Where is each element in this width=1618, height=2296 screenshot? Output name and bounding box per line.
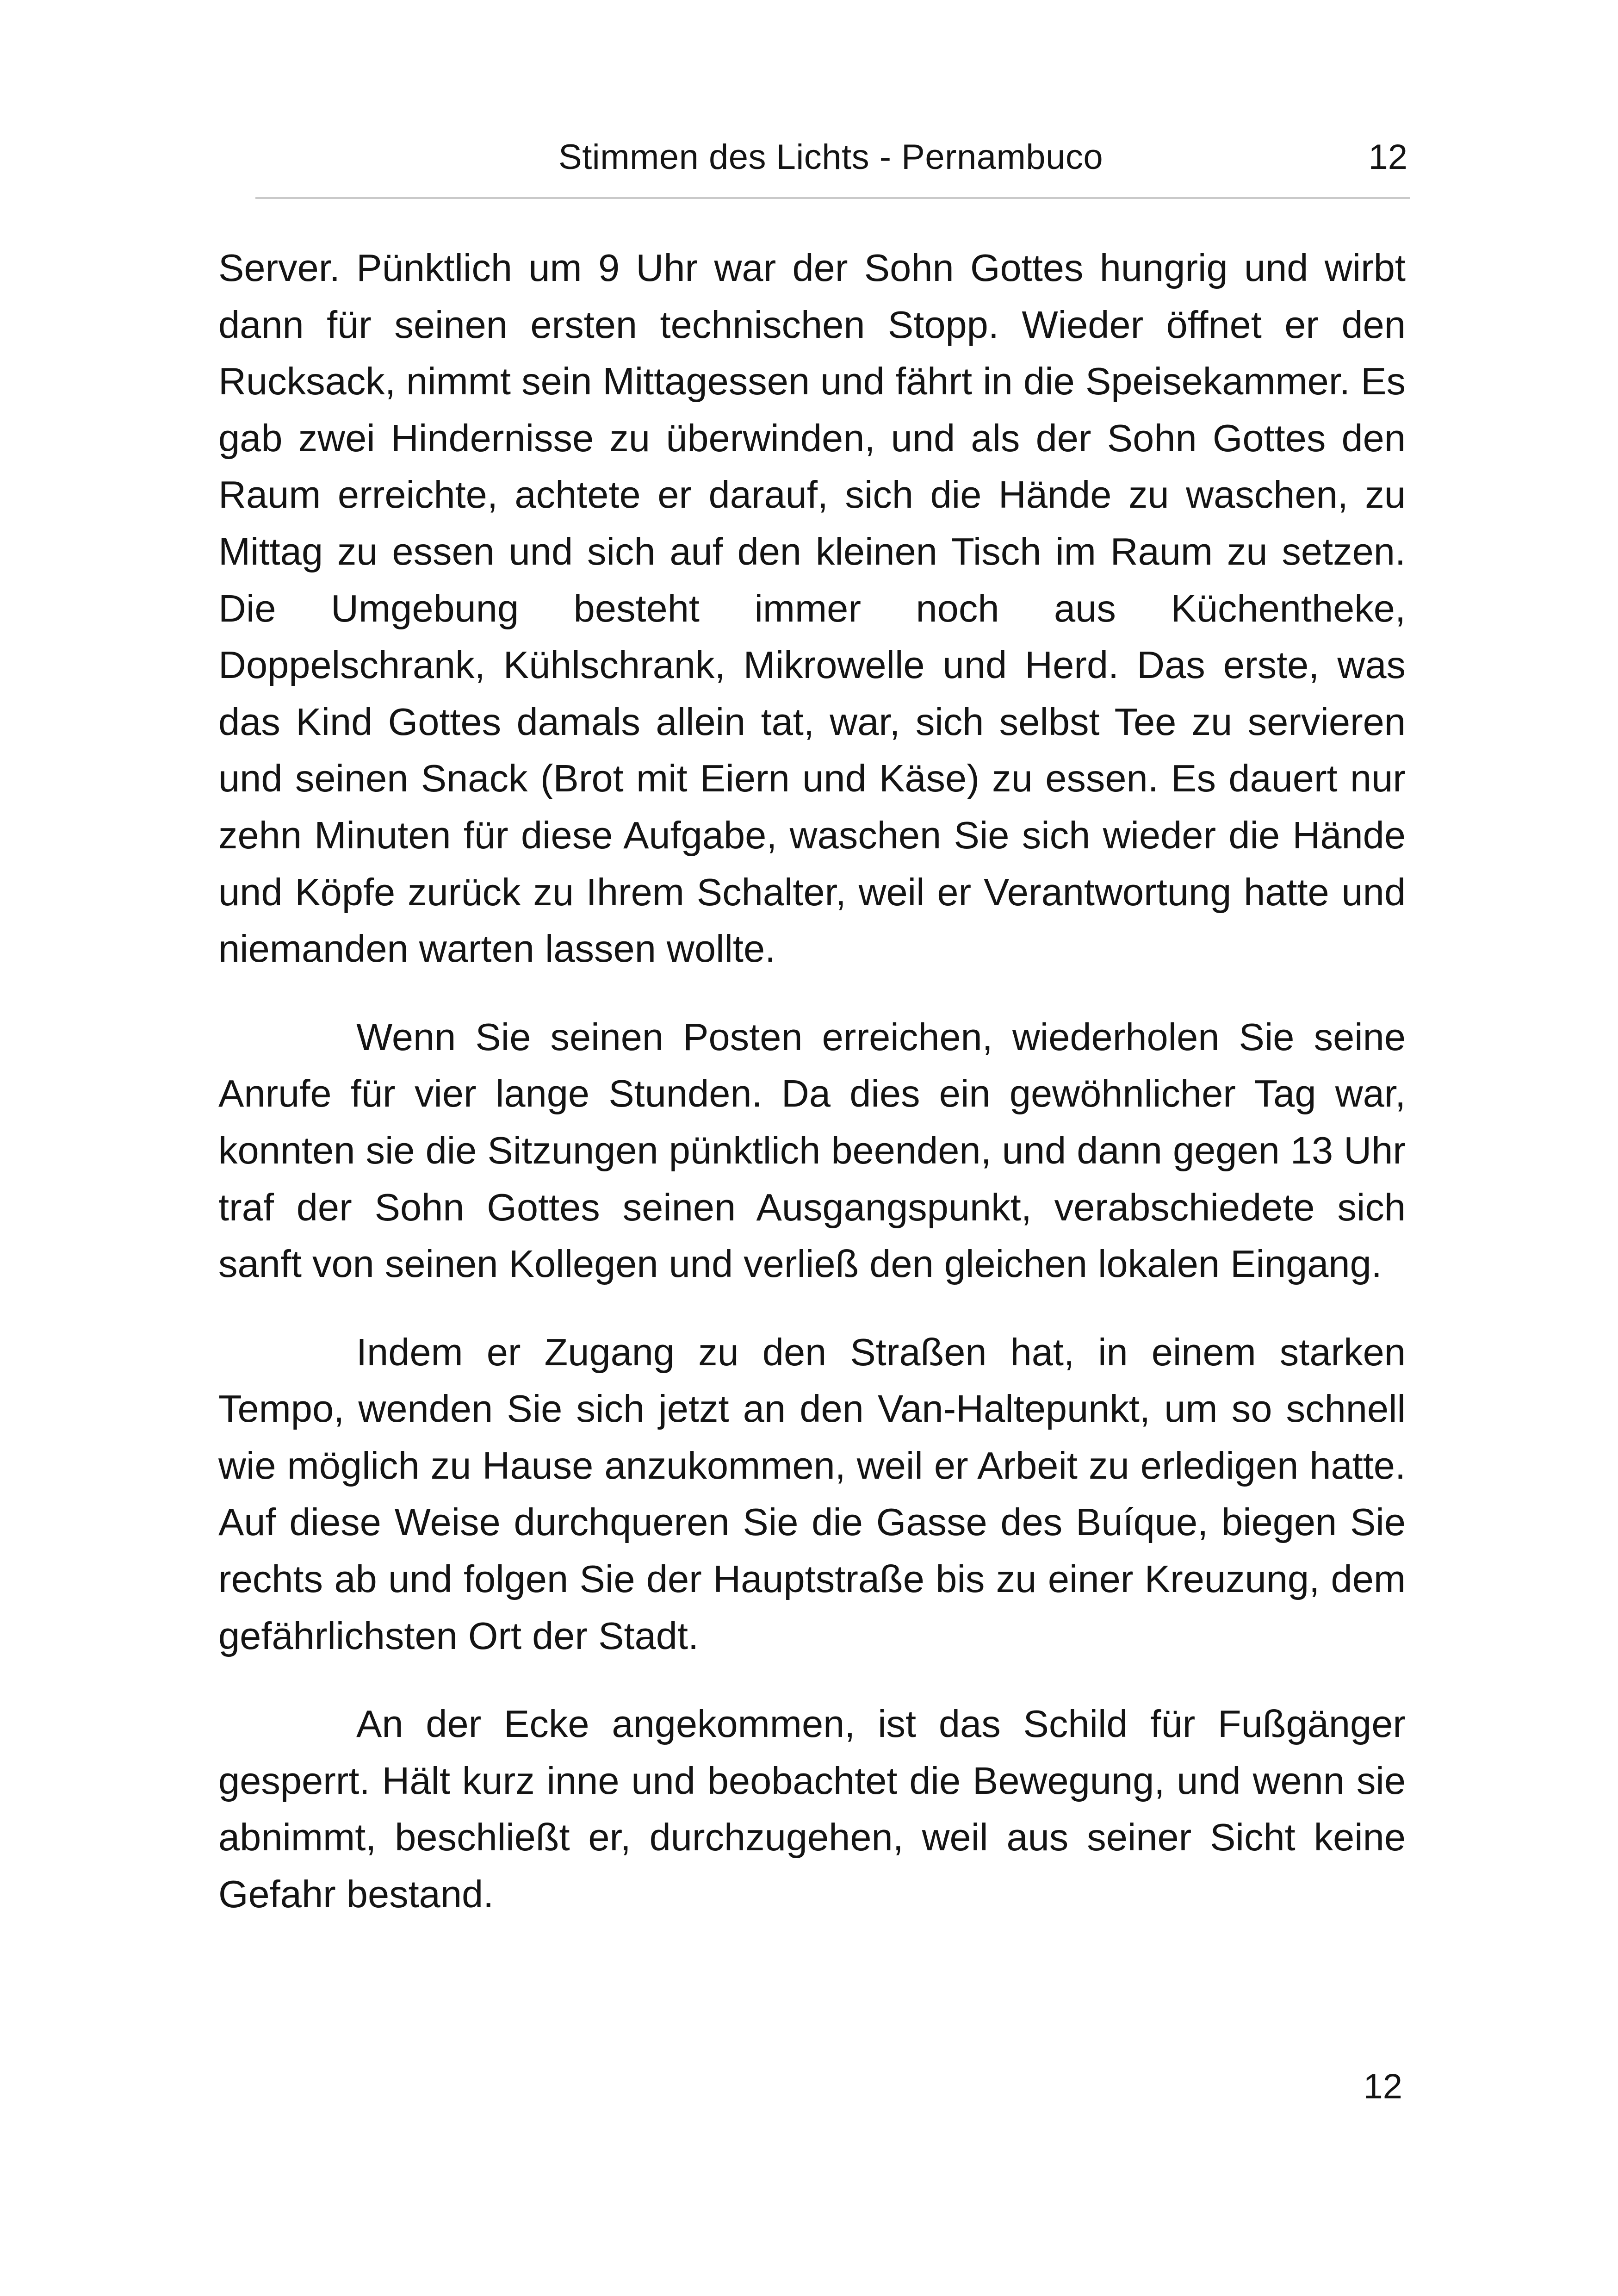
- paragraph: An der Ecke angekommen, ist das Schild für Fußgänger gesperrt. Hält kurz inne und beobachtet die Bewegung, und wenn sie abnimmt, beschließt er, durchzugehen, weil aus seiner Sicht keine Gefahr bestand.: [218, 1702, 1406, 1916]
- paragraph: Wenn Sie seinen Posten erreichen, wiederholen Sie seine Anrufe für vier lange Stunden. Da dies ein gewöhnlicher Tag war, konnten sie die Sitzungen pünktlich beenden, und dann gegen 13 Uhr traf der Sohn Gottes seinen Ausgangspunkt, verabschiedete sich sanft von seinen Kollegen und verließ den gleichen lokalen Eingang.: [218, 1015, 1406, 1286]
- paragraph: Indem er Zugang zu den Straßen hat, in einem starken Tempo, wenden Sie sich jetzt an den Van-Haltepunkt, um so schnell wie möglich zu Hause anzukommen, weil er Arbeit zu erledigen hatte. Auf diese Weise durchqueren Sie die Gasse des Buíque, biegen Sie rechts ab und folgen Sie der Hauptstraße bis zu einer Kreuzung, dem gefährlichsten Ort der Stadt.: [218, 1330, 1406, 1657]
- paragraph: Server. Pünktlich um 9 Uhr war der Sohn Gottes hungrig und wirbt dann für seinen ersten technischen Stopp. Wieder öffnet er den Rucksack, nimmt sein Mittagessen und fährt in die Speisekammer. Es gab zwei Hindernisse zu überwinden, und als der Sohn Gottes den Raum erreichte, achtete er darauf, sich die Hände zu waschen, zu Mittag zu essen und sich auf den kleinen Tisch im Raum zu setzen. Die Umgebung besteht immer noch aus Küchentheke, Doppelschrank, Kühlschrank, Mikrowelle und Herd. Das erste, was das Kind Gottes damals allein tat, war, sich selbst Tee zu servieren und seinen Snack (Brot mit Eiern und Käse) zu essen. Es dauert nur zehn Minuten für diese Aufgabe, waschen Sie sich wieder die Hände und Köpfe zurück zu Ihrem Schalter, weil er Verantwortung hatte und niemanden warten lassen wollte.: [218, 246, 1406, 971]
- book-title: Stimmen des Lichts - Pernambuco: [558, 137, 1103, 177]
- page-body: [218, 240, 1406, 1923]
- footer-page-number: 12: [1363, 2067, 1402, 2106]
- header-page-number: 12: [1368, 137, 1407, 177]
- running-header: [255, 134, 1410, 199]
